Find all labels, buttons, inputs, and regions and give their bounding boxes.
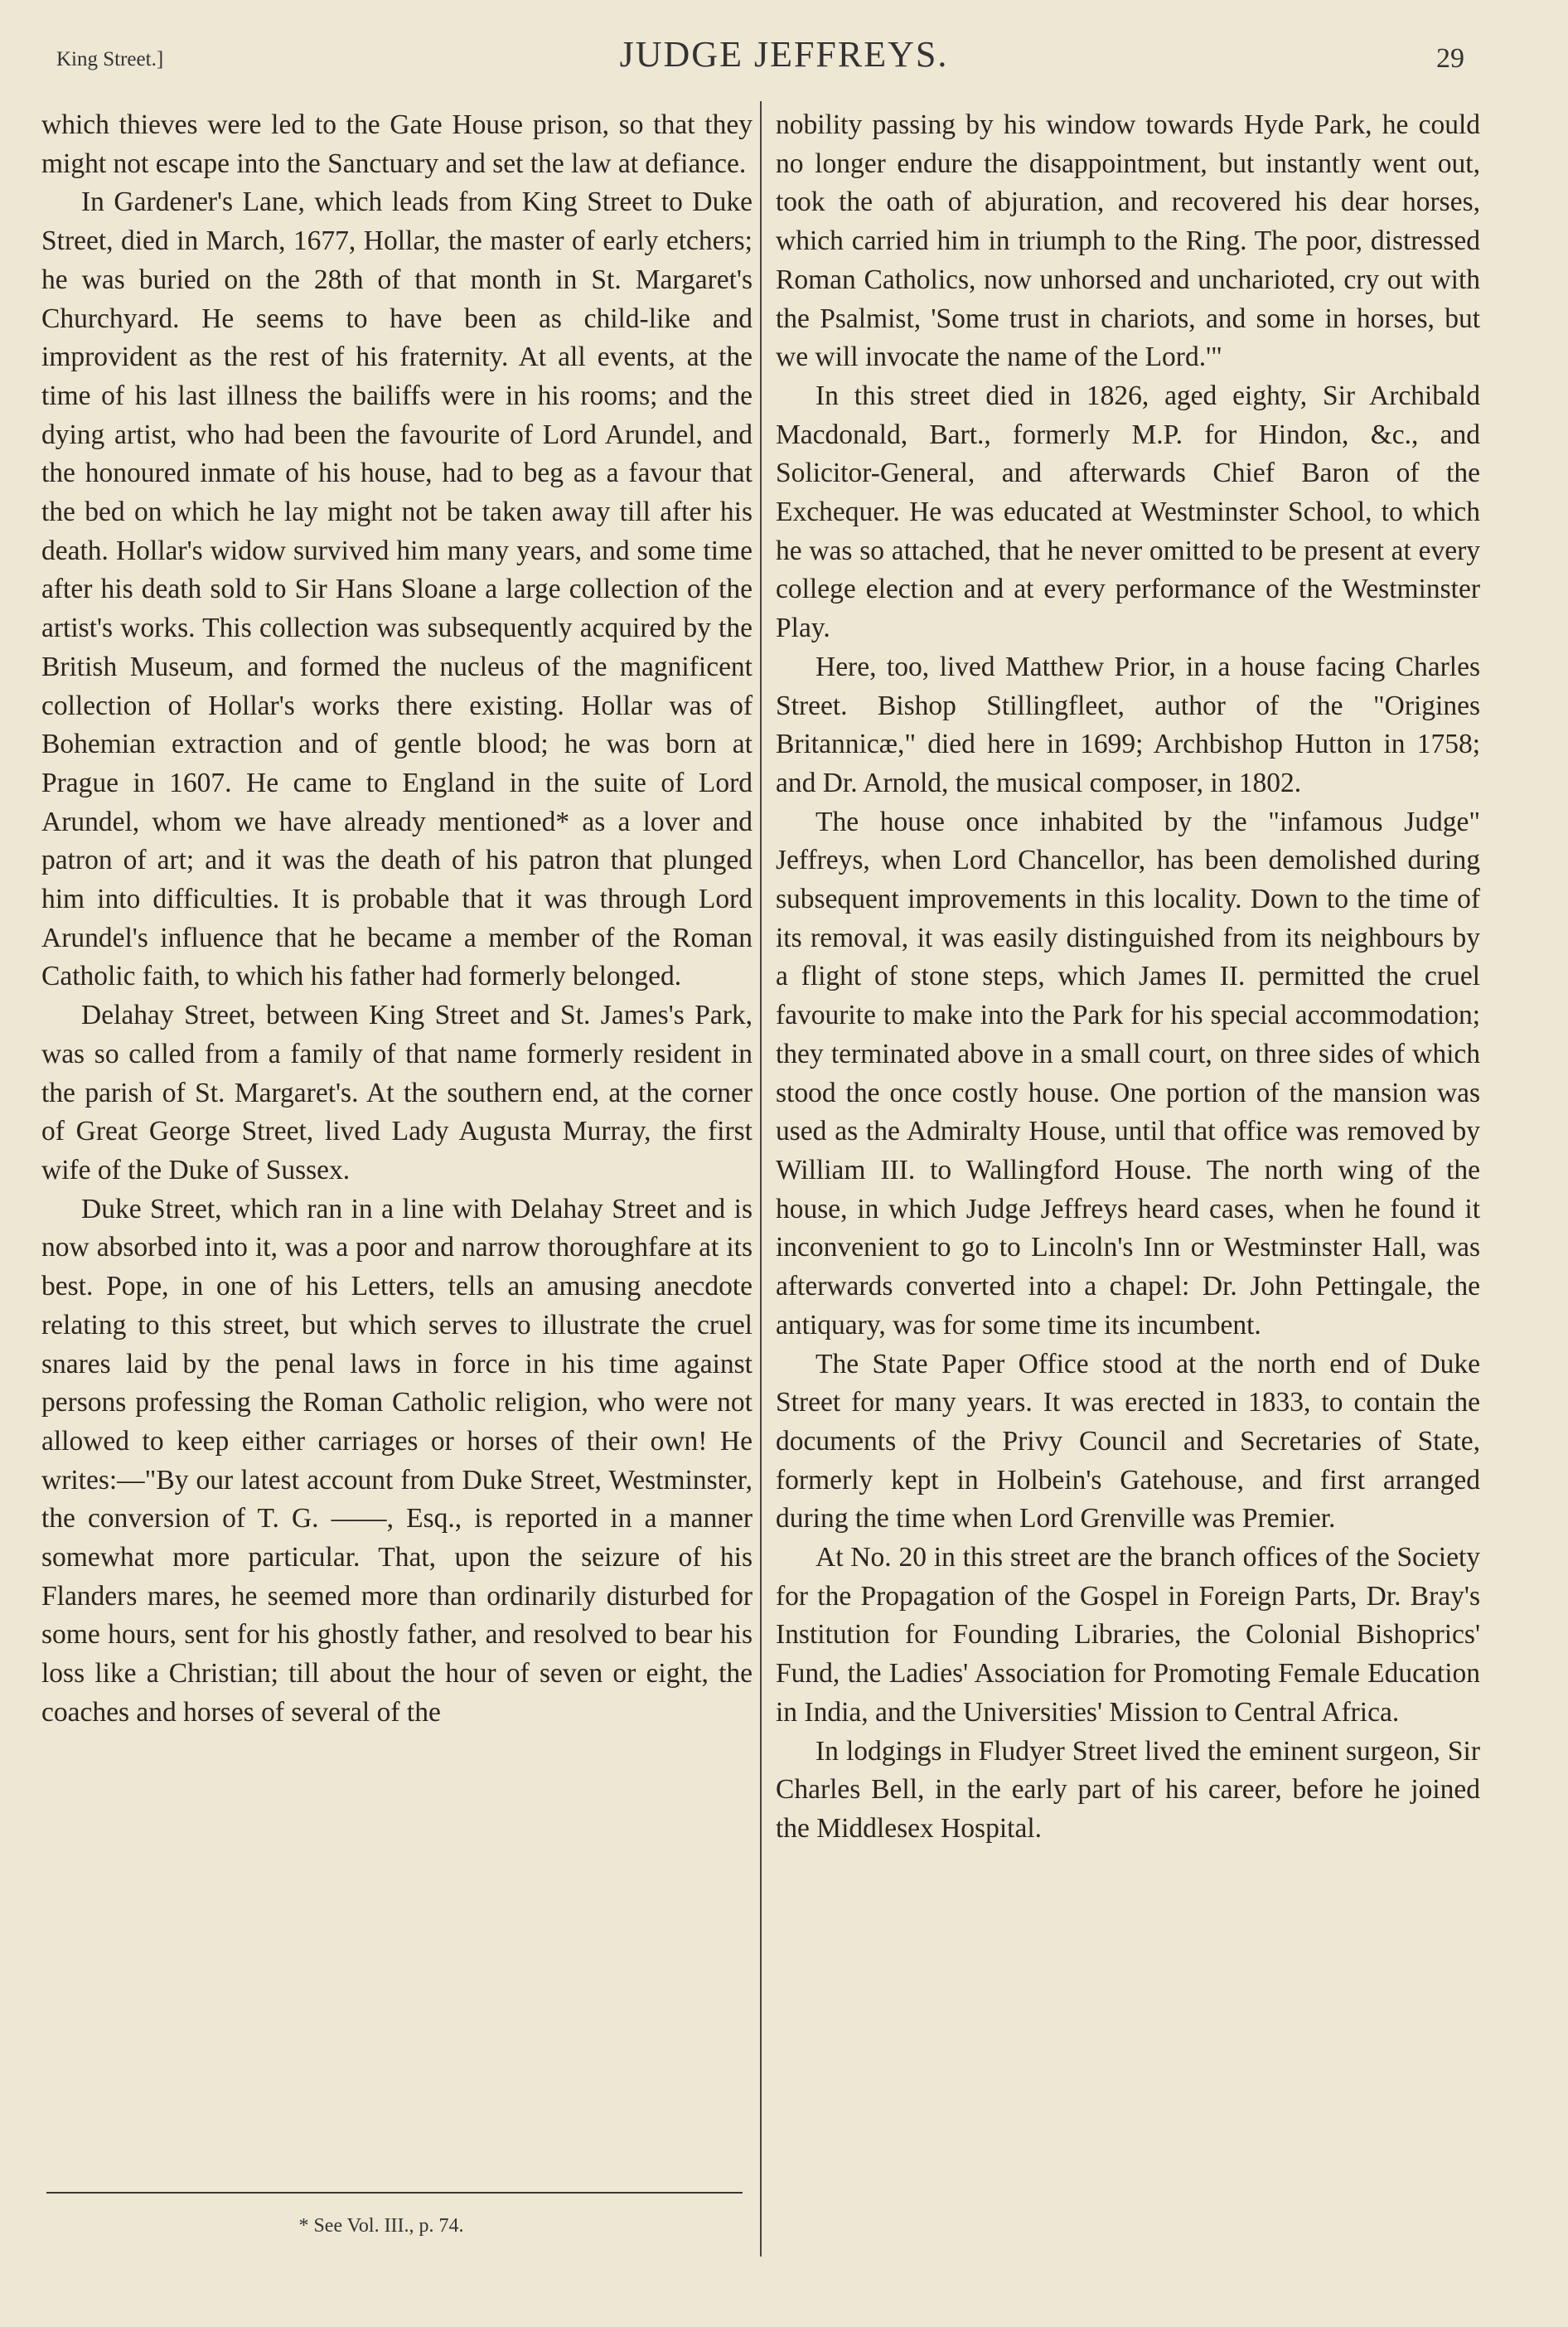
header-section-label: King Street.]: [56, 48, 164, 70]
paragraph: At No. 20 in this street are the branch offices of the Society for the Propagation of the Gospel in Foreign Parts, Dr. Bray's Institution for Founding Libraries, the Colonial Bishoprics' Fund, the Ladies' Association for Promoting Female Education in India, and the Universities' Mission to Central Africa.: [776, 1542, 1480, 1728]
paragraph: nobility passing by his window towards Hyde Park, he could no longer endure the disappointment, but instantly went out, took the oath of abjuration, and recovered his dear horses, which carried him in triumph to the Ring. The poor, distressed Roman Catholics, now unhorsed and uncharioted, cry out with the Psalmist, 'Some trust in chariots, and some in horses, but we will invocate the name of the Lord.'": [776, 109, 1480, 373]
paragraph: Delahay Street, between King Street and St. James's Park, was so called from a family of that name formerly resident in the parish of St. Margaret's. At the southern end, at the corner of Great George Street, lived Lady Augusta Murray, the first wife of the Duke of Sussex.: [41, 1000, 753, 1185]
paragraph: In lodgings in Fludyer Street lived the eminent surgeon, Sir Charles Bell, in the early part of his career, before he joined the Middlesex Hospital.: [776, 1735, 1480, 1844]
right-column: [776, 106, 1480, 1849]
footnote: * See Vol. III., p. 74.: [298, 2215, 464, 2237]
column-divider: [760, 101, 762, 2257]
paragraph: In this street died in 1826, aged eighty, Sir Archibald Macdonald, Bart., formerly M.P. for Hindon, &c., and Solicitor-General, and afterwards Chief Baron of the Exchequer. He was educated at Westminster School, to which he was so attached, that he never omitted to be present at every college election and at every performance of the Westminster Play.: [776, 380, 1480, 644]
paragraph: The house once inhabited by the "infamous Judge" Jeffreys, when Lord Chancellor, has been demolished during subsequent improvements in this locality. Down to the time of its removal, it was easily distinguished from its neighbours by a flight of stone steps, which James II. permitted the cruel favourite to make into the Park for his special accommodation; they terminated above in a small court, on three sides of which stood the once costly house. One portion of the mansion was used as the Admiralty House, until that office was removed by William III. to Wallingford House. The north wing of the house, in which Judge Jeffreys heard cases, when he found it inconvenient to go to Lincoln's Inn or Westminster Hall, was afterwards converted into a chapel: Dr. John Pettingale, the antiquary, was for some time its incumbent.: [776, 806, 1480, 1340]
paragraph: Duke Street, which ran in a line with Delahay Street and is now absorbed into it, was a poor and narrow thoroughfare at its best. Pope, in one of his Letters, tells an amusing anecdote relating to this street, but which serves to illustrate the cruel snares laid by the penal laws in force in his time against persons professing the Roman Catholic religion, who were not allowed to keep either carriages or horses of their own! He writes:—"By our latest account from Duke Street, Westminster, the conversion of T. G. ——, Esq., is reported in a manner somewhat more particular. That, upon the seizure of his Flanders mares, he seemed more than ordinarily disturbed for some hours, sent for his ghostly father, and resolved to bear his loss like a Christian; till about the hour of seven or eight, the coaches and horses of several of the: [41, 1193, 753, 1728]
running-header: [0, 0, 1568, 99]
paragraph: In Gardener's Lane, which leads from King Street to Duke Street, died in March, 1677, Hollar, the master of early etchers; he was buried on the 28th of that month in St. Margaret's Churchyard. He seems to have been as child-like and improvident as the rest of his fraternity. At all events, at the time of his last illness the bailiffs were in his rooms; and the dying artist, who had been the favourite of Lord Arundel, and the honoured inmate of his house, had to beg as a favour that the bed on which he lay might not be taken away till after his death. Hollar's widow survived him many years, and some time after his death sold to Sir Hans Sloane a large collection of the artist's works. This collection was subsequently acquired by the British Museum, and formed the nucleus of the magnificent collection of Hollar's works there existing. Hollar was of Bohemian extraction and of gentle blood; he was born at Prague in 1607. He came to England in the suite of Lord Arundel, whom we have already mentioned* as a lover and patron of art; and it was the death of his patron that plunged him into difficulties. It is probable that it was through Lord Arundel's influence that he became a member of the Roman Catholic faith, to which his father had formerly belonged.: [41, 187, 753, 992]
left-column: [41, 106, 753, 1733]
paragraph: which thieves were led to the Gate House prison, so that they might not escape into the Sanctuary and set the law at defiance.: [41, 109, 753, 179]
footnote-rule: [46, 2192, 743, 2194]
paragraph: Here, too, lived Matthew Prior, in a house facing Charles Street. Bishop Stillingfleet, author of the "Origines Britannicæ," died here in 1699; Archbishop Hutton in 1758; and Dr. Arnold, the musical composer, in 1802.: [776, 651, 1480, 798]
page-number: 29: [1436, 43, 1464, 74]
paragraph: The State Paper Office stood at the north end of Duke Street for many years. It was erected in 1833, to contain the documents of the Privy Council and Secretaries of State, formerly kept in Holbein's Gatehouse, and first arranged during the time when Lord Grenville was Premier.: [776, 1348, 1480, 1534]
page-title: JUDGE JEFFREYS.: [619, 34, 949, 75]
